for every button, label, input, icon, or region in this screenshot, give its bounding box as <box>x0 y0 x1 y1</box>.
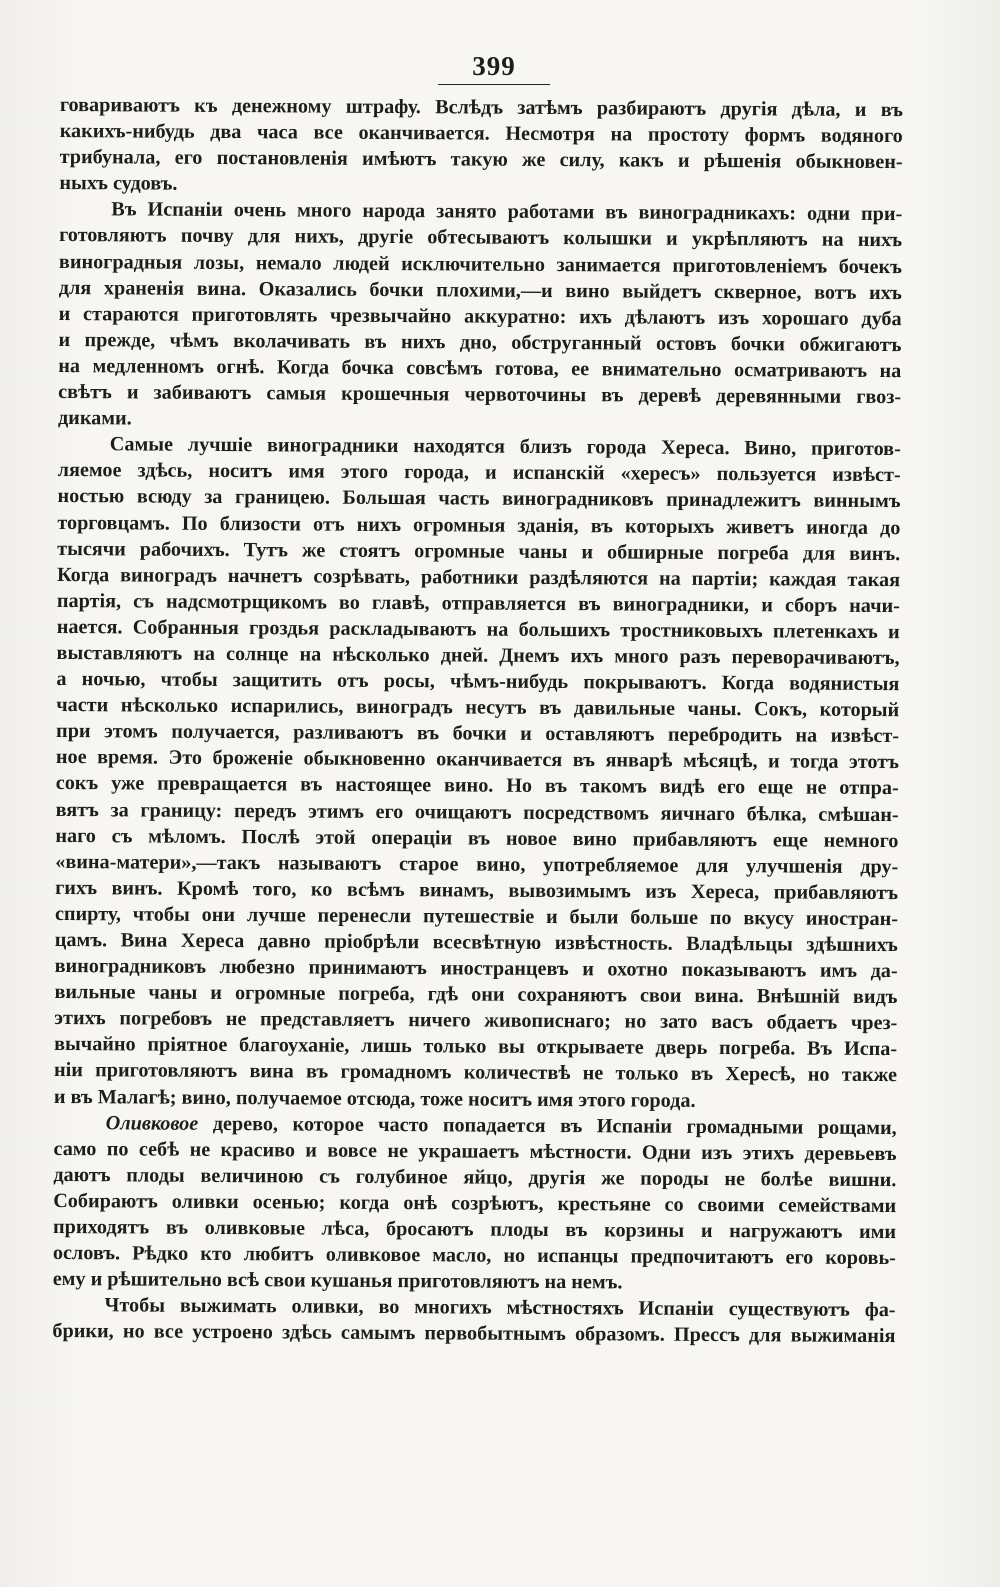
text-line: партія, съ надсмотрщикомъ во главѣ, отправляется въ виноградники, и сборъ начи- <box>56 589 900 617</box>
text-line: вильные чаны и огромные погреба, гдѣ они сохраняютъ свои вина. Внѣшній видъ <box>54 981 898 1009</box>
text-line: ніи приготовляютъ вина въ громадномъ количествѣ не только въ Хересѣ, но также <box>53 1059 898 1087</box>
paragraph-4 <box>53 1110 897 1298</box>
text-line: этихъ погребовъ не представляетъ ничего живописнаго; но зато васъ обдаетъ чрез- <box>54 1007 898 1035</box>
text-line: и прежде, чѣмъ вколачивать въ нихъ дно, обструганный остовъ бочки обжигаютъ <box>58 328 902 356</box>
body-text <box>52 92 903 1350</box>
text-line: части нѣсколько испарились, виноградъ несутъ въ давильные чаны. Сокъ, который <box>56 694 900 722</box>
paragraph-3 <box>54 431 901 1115</box>
text-line: ляемое здѣсь, носитъ имя этого города, и испанскій «хересъ» пользуется извѣст- <box>57 459 901 487</box>
text-line: сокъ уже превращается въ настоящее вино. Но въ такомъ видѣ его еще не отпра- <box>55 772 899 800</box>
text-line: а ночью, чтобы защитить отъ росы, чѣмъ-нибудь покрываютъ. Когда водянистыя <box>56 668 900 696</box>
text-line: спирту, чтобы они лучше перенесли путешествіе и были больше по вкусу иностран- <box>54 902 899 931</box>
paragraph-2 <box>58 196 902 436</box>
text-line: готовляютъ почву для нихъ, другіе обтесываютъ колышки и укрѣпляютъ на нихъ <box>59 224 903 252</box>
text-line: цамъ. Вина Хереса давно пріобрѣли всесвѣтную извѣстность. Владѣльцы здѣшнихъ <box>54 928 898 957</box>
text-line: какихъ-нибудь два часа все оканчивается. Несмотря на простоту формъ водяного <box>59 120 903 148</box>
text-line: ословъ. Рѣдко кто любитъ оливковое масло, но испанцы предпочитаютъ его коровь- <box>52 1242 896 1270</box>
text-line: ное время. Это броженіе обыкновенно оканчивается въ январѣ мѣсяцѣ, и тогда этотъ <box>55 746 899 774</box>
text-line: Когда виноградъ начнетъ созрѣвать, работники раздѣляются на партіи; каждая такая <box>56 563 901 591</box>
text-line: ныхъ судовъ. <box>59 172 178 196</box>
text-line: виноградныя лозы, немало людей исключительно занимается приготовленіемъ бочекъ <box>58 250 903 278</box>
emphasized-word: Оливковое <box>105 1111 199 1135</box>
text-line: на медленномъ огнѣ. Когда бочка совсѣмъ готова, ее внимательно осматриваютъ на <box>58 354 902 383</box>
text-line: Самые лучшіе виноградники находятся близъ города Хереса. Вино, приготов- <box>109 433 901 461</box>
text-line: даютъ плоды величиною съ голубиное яйцо, другія же породы не болѣе вишни. <box>53 1163 897 1191</box>
text-line: и стараются приготовлять чрезвычайно аккуратно: ихъ дѣлаютъ изъ хорошаго дуба <box>58 302 902 330</box>
text-line: ему и рѣшительно всѣ свои кушанья приготовляютъ на немъ. <box>52 1268 623 1294</box>
text-line: диками. <box>57 407 132 430</box>
text-line: брики, но все устроено здѣсь самымъ первобытнымъ образомъ. Прессъ для выжиманія <box>52 1320 896 1348</box>
text-line: «вина-матери»,—такъ называютъ старое вино, употребляемое для улучшенія дру- <box>55 850 899 878</box>
text-line: виноградниковъ любезно принимаютъ иностранцевъ и охотно показываютъ имъ да- <box>54 955 898 983</box>
text-line: приходятъ въ оливковые лѣса, бросаютъ плоды въ корзины и нагружаютъ ими <box>52 1216 897 1244</box>
text-line: нается. Собранныя гроздья раскладываютъ на большихъ тростниковыхъ плетенкахъ и <box>56 615 900 644</box>
text-line: наго съ мѣломъ. Послѣ этой операціи въ новое вино прибавляютъ еще немного <box>55 824 899 852</box>
text-line: ностью всюду за границею. Большая часть виноградниковъ принадлежитъ виннымъ <box>57 485 901 513</box>
text-line: Чтобы выжимать оливки, во многихъ мѣстностяхъ Испаніи существуютъ фа- <box>104 1294 896 1322</box>
text-run: дерево, которое часто попадается въ Испаніи громадными рощами, <box>198 1112 897 1139</box>
text-line: выставляютъ на солнце на нѣсколько дней. Днемъ ихъ много разъ переворачиваютъ, <box>56 641 900 670</box>
text-line: тысячи рабочихъ. Тутъ же стоятъ огромные чаны и обширные погреба для винъ. <box>57 537 901 565</box>
text-line: трибунала, его постановленія имѣютъ такую же силу, какъ и рѣшенія обыкновен- <box>59 146 903 174</box>
text-line: свѣтъ и забиваютъ самыя крошечныя червоточины въ деревѣ деревянными гвоз- <box>58 381 902 409</box>
paragraph-5 <box>52 1292 895 1349</box>
text-line: и въ Малагѣ; вино, получаемое отсюда, тоже носитъ имя этого города. <box>53 1085 696 1112</box>
text-line: само по себѣ не красиво и вовсе не украшаетъ мѣстности. Одни изъ этихъ деревьевъ <box>53 1137 897 1165</box>
text-line: торговцамъ. По близости отъ нихъ огромныя зданія, въ которыхъ живетъ иногда до <box>57 511 901 539</box>
text-line: гихъ винъ. Кромѣ того, ко всѣмъ винамъ, вывозимымъ изъ Хереса, прибавляютъ <box>55 876 899 904</box>
text-line: для храненія вина. Оказались бочки плохими,—и вино выйдетъ скверное, вотъ ихъ <box>58 276 902 304</box>
text-line: говариваютъ къ денежному штрафу. Вслѣдъ затѣмъ разбираютъ другія дѣла, и въ <box>59 93 903 122</box>
paragraph-1 <box>59 92 903 202</box>
page-number-rule <box>438 84 550 85</box>
text-line: Собираютъ оливки осенью; когда онѣ созрѣютъ, крестьяне со своими семействами <box>53 1189 897 1218</box>
text-line: вычайно пріятное благоуханіе, лишь только вы открываете дверь погреба. Въ Испа- <box>54 1033 898 1061</box>
page-number: 399 <box>472 51 516 81</box>
text-line: Въ Испаніи очень много народа занято работами въ виноградникахъ: одни при- <box>111 198 903 226</box>
text-line: при этомъ получается, разливаютъ въ бочки и оставляютъ перебродить на извѣст- <box>56 720 900 748</box>
text-line: вятъ за границу: передъ этимъ его очищаютъ посредствомъ яичнаго бѣлка, смѣшан- <box>55 798 899 826</box>
